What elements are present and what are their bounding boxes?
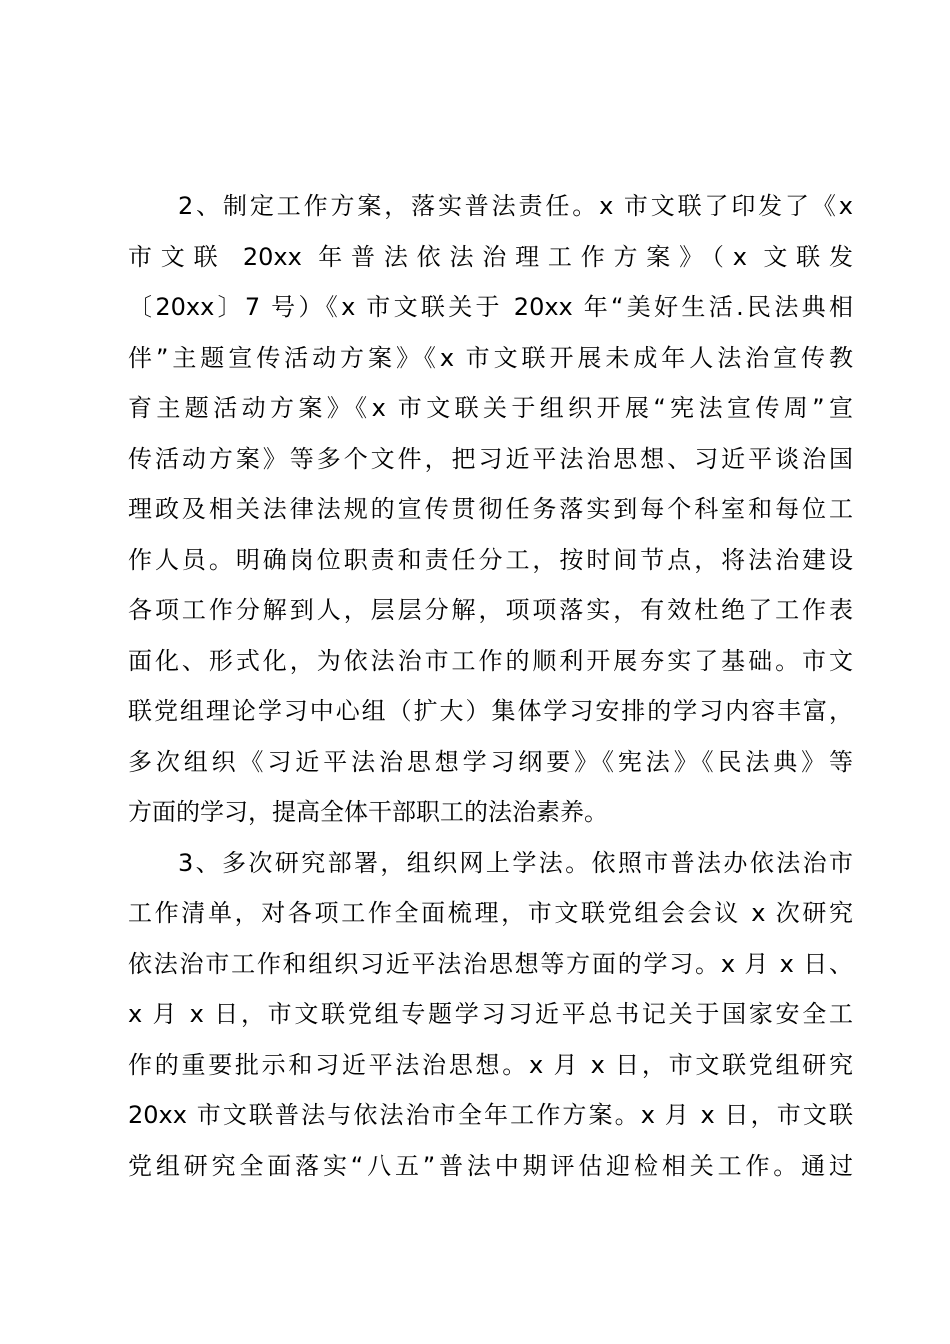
paragraph-2-line-3: 〔20xx〕7 号）《x 市文联关于 20xx 年“美好生活.民法典相	[128, 293, 853, 321]
paragraph-2-line-4: 伴”主题宣传活动方案》《x 市文联开展未成年人法治宣传教	[128, 343, 853, 372]
paragraph-2-line-7: 理政及相关法律法规的宣传贯彻任务落实到每个科室和每位工	[128, 495, 853, 523]
paragraph-3-line-5: 作的重要批示和习近平法治思想。x 月 x 日，市文联党组研究	[128, 1050, 853, 1079]
paragraph-3-line-4: x 月 x 日，市文联党组专题学习习近平总书记关于国家安全工	[128, 1000, 853, 1028]
paragraph-2-line-11: 联党组理论学习中心组（扩大）集体学习安排的学习内容丰富，	[128, 697, 853, 725]
paragraph-2-line-9: 各项工作分解到人，层层分解，项项落实，有效杜绝了工作表	[128, 596, 853, 624]
paragraph-3-line-1: 3、多次研究部署，组织网上学法。依照市普法办依法治市	[178, 848, 853, 877]
document-body	[128, 181, 853, 1191]
paragraph-2-line-5: 育主题活动方案》《x 市文联关于组织开展“宪法宣传周”宣	[128, 394, 853, 422]
paragraph-3-line-3: 依法治市工作和组织习近平法治思想等方面的学习。x 月 x 日、	[128, 949, 853, 978]
paragraph-3-line-7: 党组研究全面落实“八五”普法中期评估迎检相关工作。通过	[128, 1151, 853, 1180]
paragraph-2-line-13: 方面的学习，提高全体干部职工的法治素养。	[128, 798, 608, 826]
paragraph-3-line-2: 工作清单，对各项工作全面梳理，市文联党组会会议 x 次研究	[128, 899, 853, 927]
paragraph-2-line-8: 作人员。明确岗位职责和责任分工，按时间节点，将法治建设	[128, 545, 853, 574]
paragraph-2-line-10: 面化、形式化，为依法治市工作的顺利开展夯实了基础。市文	[128, 646, 853, 675]
paragraph-2-line-1: 2、制定工作方案，落实普法责任。x 市文联了印发了《x	[178, 192, 853, 220]
paragraph-2-line-2: 市文联 20xx 年普法依法治理工作方案》（x 文联发	[128, 242, 853, 271]
paragraph-3-line-6: 20xx 市文联普法与依法治市全年工作方案。x 月 x 日，市文联	[128, 1101, 853, 1129]
paragraph-2-line-6: 传活动方案》等多个文件，把习近平法治思想、习近平谈治国	[128, 444, 853, 473]
paragraph-2-line-12: 多次组织《习近平法治思想学习纲要》《宪法》《民法典》等	[128, 747, 853, 776]
